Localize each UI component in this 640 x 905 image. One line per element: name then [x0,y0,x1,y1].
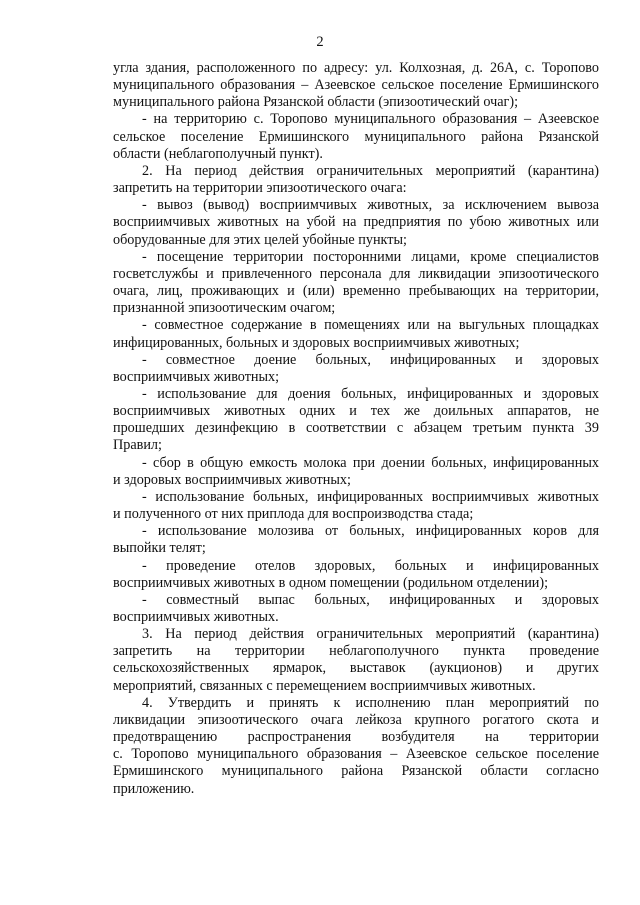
page-number: 2 [316,34,324,50]
text-line: восприимчивых животных. [113,609,279,625]
paragraph [113,489,599,523]
paragraph [113,352,599,386]
text-line: оборудованные для этих целей убойные пункты; [113,231,407,248]
text-line: Ермишинского муниципального района Рязанской области согласно [113,763,599,780]
text-line: сельское поселение Ермишинского муниципального района Рязанской [113,128,599,145]
text-line: запретить на территории неблагополучного пункта проведение [113,643,599,660]
text-line: прошедших дезинфекцию в соответствии с абзацем третьим пункта 39 [113,420,599,437]
paragraph [113,626,599,695]
paragraph [113,558,599,592]
paragraph [113,317,599,351]
text-line: сельскохозяйственных ярмарок, выставок (аукционов) и других [113,660,599,677]
paragraph [113,60,599,111]
text-line: восприимчивых животных в одном помещении (родильном отделении); [113,574,549,591]
text-line: - совместный выпас больных, инфицированных и здоровых [142,591,599,608]
text-line: - совместное доение больных, инфицированных и здоровых [142,351,599,368]
text-line: - использование для доения больных, инфицированных и здоровых [142,385,599,402]
text-line: - посещение территории посторонними лицами, кроме специалистов [142,248,599,265]
text-line: - совместное содержание в помещениях или на выгульных площадках [142,317,599,334]
text-line: приложению. [113,780,195,797]
paragraph [113,523,599,557]
text-line: - на территорию с. Торопово муниципального образования – Азеевское [142,111,599,128]
text-line: и полученного от них приплода для воспроизводства стада; [113,506,474,523]
text-line: ликвидации эпизоотического очага лейкоза крупного рогатого скота и [113,711,599,728]
text-line: - сбор в общую емкость молока при доении больных, инфицированных [142,454,599,471]
paragraph [113,695,599,798]
text-line: с. Торопово муниципального образования – Азеевское сельское поселение [113,746,599,763]
paragraph [113,163,599,197]
text-line: и здоровых восприимчивых животных; [113,471,351,488]
text-line: области (неблагополучный пункт). [113,145,323,162]
text-line: предотвращению распространения возбудителя на территории [113,729,599,746]
text-line: запретить на территории эпизоотического очага: [113,180,407,197]
document-body [113,60,599,798]
paragraph [113,386,599,455]
text-line: 2. На период действия ограничительных мероприятий (карантина) [142,162,599,179]
text-line: - вывоз (вывод) восприимчивых животных, за исключением вывоза [142,197,599,214]
text-line: муниципального района Рязанской области (эпизоотический очаг); [113,94,519,111]
text-line: мероприятий, связанных с перемещением восприимчивых животных. [113,677,536,694]
text-line: признанной эпизоотическим очагом; [113,300,336,317]
text-line: - использование больных, инфицированных восприимчивых животных [142,488,599,505]
paragraph [113,111,599,162]
text-line: госветслужбы и привлеченного персонала для ликвидации эпизоотического [113,265,599,282]
text-line: Правил; [113,437,162,454]
text-line: - использование молозива от больных, инфицированных коров для [142,523,599,540]
text-line: выпойки телят; [113,540,206,557]
paragraph [113,197,599,248]
text-line: восприимчивых животных; [113,368,280,385]
text-line: восприимчивых животных на убой на предприятия по убою животных или [113,214,599,231]
text-line: - проведение отелов здоровых, больных и инфицированных [142,557,599,574]
text-line: муниципального образования – Азеевское сельское поселение Ермишинского [113,77,599,94]
paragraph [113,592,599,626]
text-line: 4. Утвердить и принять к исполнению план мероприятий по [142,694,599,711]
text-line: инфицированных, больных и здоровых восприимчивых животных; [113,334,520,351]
text-line: 3. На период действия ограничительных мероприятий (карантина) [142,626,599,643]
paragraph [113,249,599,318]
text-line: очага, лиц, проживающих и (или) временно пребывающих на территории, [113,283,599,300]
text-line: восприимчивых животных одних и тех же доильных аппаратов, не [113,403,599,420]
paragraph [113,455,599,489]
text-line: угла здания, расположенного по адресу: ул. Колхозная, д. 26А, с. Торопово [113,60,599,76]
